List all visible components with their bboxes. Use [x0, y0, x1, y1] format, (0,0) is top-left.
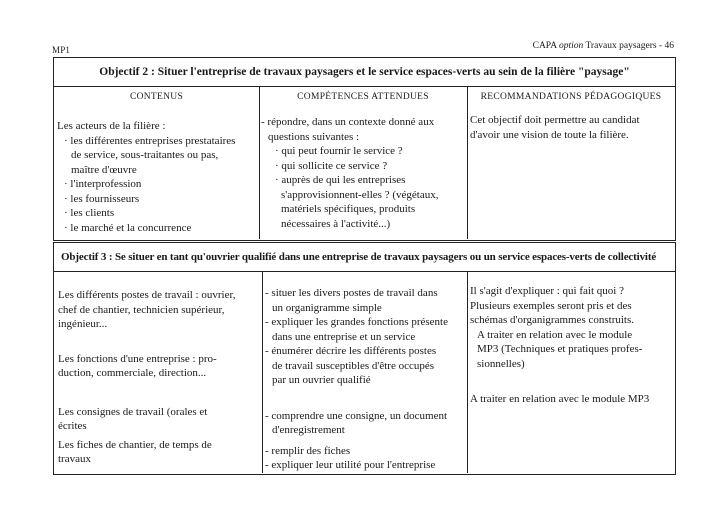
text-line: Il s'agit d'expliquer : qui fait quoi ?	[470, 285, 624, 297]
text-line: Les différents postes de travail : ouvrier,	[58, 289, 236, 301]
text-line: - situer les divers postes de travail dans	[265, 287, 438, 299]
contenus-cell	[58, 288, 260, 467]
module-code: MP1	[52, 45, 71, 55]
text-line: travaux	[58, 453, 91, 465]
text-line: maître d'œuvre	[71, 163, 137, 176]
text-line: questions suivantes :	[268, 130, 360, 143]
recommandations-cell	[470, 113, 674, 142]
text-line: de service, sous-traitantes ou pas,	[71, 149, 219, 161]
recommandations-cell	[470, 284, 674, 407]
text-line: ingénieur...	[58, 318, 108, 330]
text-line: nécessaires à l'activité...)	[281, 217, 391, 230]
text-line: A traiter en relation avec le module	[477, 328, 633, 341]
competences-cell	[265, 286, 465, 473]
objectif-2-table	[53, 57, 676, 241]
text-line: d'enregistrement	[272, 424, 345, 436]
competences-cell	[261, 115, 465, 231]
page-header	[533, 41, 674, 51]
text-line: un organigramme simple	[272, 301, 382, 314]
text-line: · qui sollicite ce service ?	[275, 159, 388, 172]
text-line: · qui peut fournir le service ?	[275, 145, 403, 157]
header-option: option	[558, 41, 584, 51]
text-line: · auprès de qui les entreprises	[275, 174, 406, 186]
text-line: écrites	[58, 420, 87, 432]
col-header-competences: COMPÉTENCES ATTENDUES	[297, 92, 429, 102]
header-prefix: CAPA	[532, 41, 557, 51]
text-line: - remplir des fiches	[265, 444, 351, 457]
text-line: · l'interprofession	[64, 178, 142, 190]
column-divider	[467, 271, 468, 473]
column-divider	[259, 86, 260, 239]
text-line: par un ouvrier qualifié	[272, 374, 371, 386]
text-line: schémas d'organigrammes construits.	[470, 314, 634, 326]
col-header-contenus: CONTENUS	[129, 92, 184, 102]
column-divider	[262, 271, 263, 473]
text-line: - énumérer décrire les différents postes	[265, 345, 437, 357]
text-line: duction, commerciale, direction...	[58, 367, 207, 379]
text-line: Cet objectif doit permettre au candidat	[470, 114, 640, 126]
text-line: Les fiches de chantier, de temps de	[58, 438, 212, 451]
text-line: - expliquer leur utilité pour l'entreprise	[265, 459, 436, 471]
text-line: Les acteurs de la filière :	[57, 120, 166, 132]
text-line: - expliquer les grandes fonctions présente	[265, 316, 448, 328]
text-line: d'avoir une vision de toute la filière.	[470, 128, 629, 141]
text-line: A traiter en relation avec le module MP3	[470, 393, 650, 405]
col-header-recommandations: RECOMMANDATIONS PÉDAGOGIQUES	[480, 92, 662, 102]
text-line: Plusieurs exemples seront pris et des	[470, 299, 632, 312]
column-divider	[467, 86, 468, 239]
text-line: matériels spécifiques, produits	[281, 203, 416, 215]
text-line: - comprendre une consigne, un document	[265, 409, 448, 422]
text-line: de travail susceptibles d'être occupés	[272, 359, 435, 372]
text-line: sionnelles)	[477, 357, 525, 370]
text-line: Les fonctions d'une entreprise : pro-	[58, 352, 217, 365]
contenus-cell	[57, 119, 257, 235]
text-line: · les différentes entreprises prestataires	[64, 134, 236, 147]
text-line: chef de chantier, technicien supérieur,	[58, 303, 225, 316]
text-line: dans une entreprise et un service	[272, 330, 416, 343]
header-suffix: Travaux paysagers - 46	[585, 41, 674, 51]
text-line: s'approvisionnent-elles ? (végétaux,	[281, 188, 439, 201]
text-line: Les consignes de travail (orales et	[58, 405, 208, 418]
objectif-3-table	[53, 242, 676, 475]
objectif-3-title: Objectif 3 : Se situer en tant qu'ouvrier qualifié dans une entreprise de travaux paysagers ou un service espaces-verts de collectivité	[54, 243, 675, 272]
text-line: · le marché et la concurrence	[64, 221, 192, 234]
text-line: MP3 (Techniques et pratiques profes-	[477, 343, 643, 355]
objectif-2-title: Objectif 2 : Situer l'entreprise de travaux paysagers et le service espaces-verts au sein de la filière "paysage"	[54, 58, 675, 87]
text-line: - répondre, dans un contexte donné aux	[261, 116, 435, 128]
text-line: · les clients	[64, 207, 115, 219]
text-line: · les fournisseurs	[64, 192, 140, 205]
